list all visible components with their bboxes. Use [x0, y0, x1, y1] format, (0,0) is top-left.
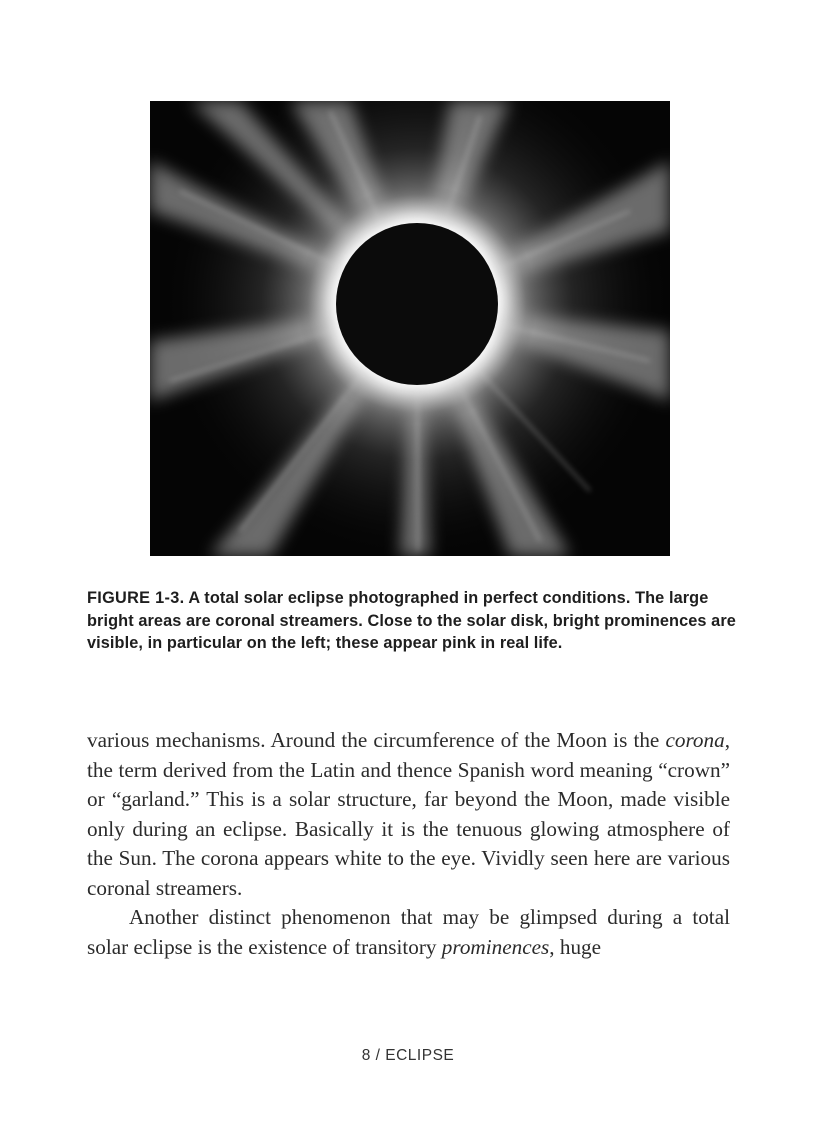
- eclipse-photograph: [150, 101, 670, 556]
- page-footer: 8 / ECLIPSE: [361, 1047, 455, 1064]
- paragraph-1: various mechanisms. Around the circumference of the Moon is the corona, the term derived from the Latin and thence Spanish word meaning “crown” or “garland.” This is a solar structure, far beyond the Moon, made visible only during an eclipse. Basically it is the tenuous glowing atmosphere of the Sun. The corona appears white to the eye. Vividly seen here are various coronal streamers.: [87, 728, 730, 900]
- figure-caption-text: A total solar eclipse photographed in perfect conditions. The large bright areas are coronal streamers. Close to the solar disk, bright prominences are visible, in particular on the left; these appear pink in real life.: [87, 589, 736, 652]
- paragraph-2: Another distinct phenomenon that may be glimpsed during a total solar eclipse is the existence of transitory prominences, huge: [87, 905, 730, 959]
- moon-disk: [336, 223, 498, 385]
- term-prominences: prominences: [441, 934, 550, 959]
- body-text: [87, 726, 730, 962]
- figure-caption: [87, 587, 737, 655]
- term-corona: corona: [665, 728, 725, 752]
- eclipse-image: [150, 101, 670, 556]
- figure-label: FIGURE 1-3.: [87, 589, 185, 607]
